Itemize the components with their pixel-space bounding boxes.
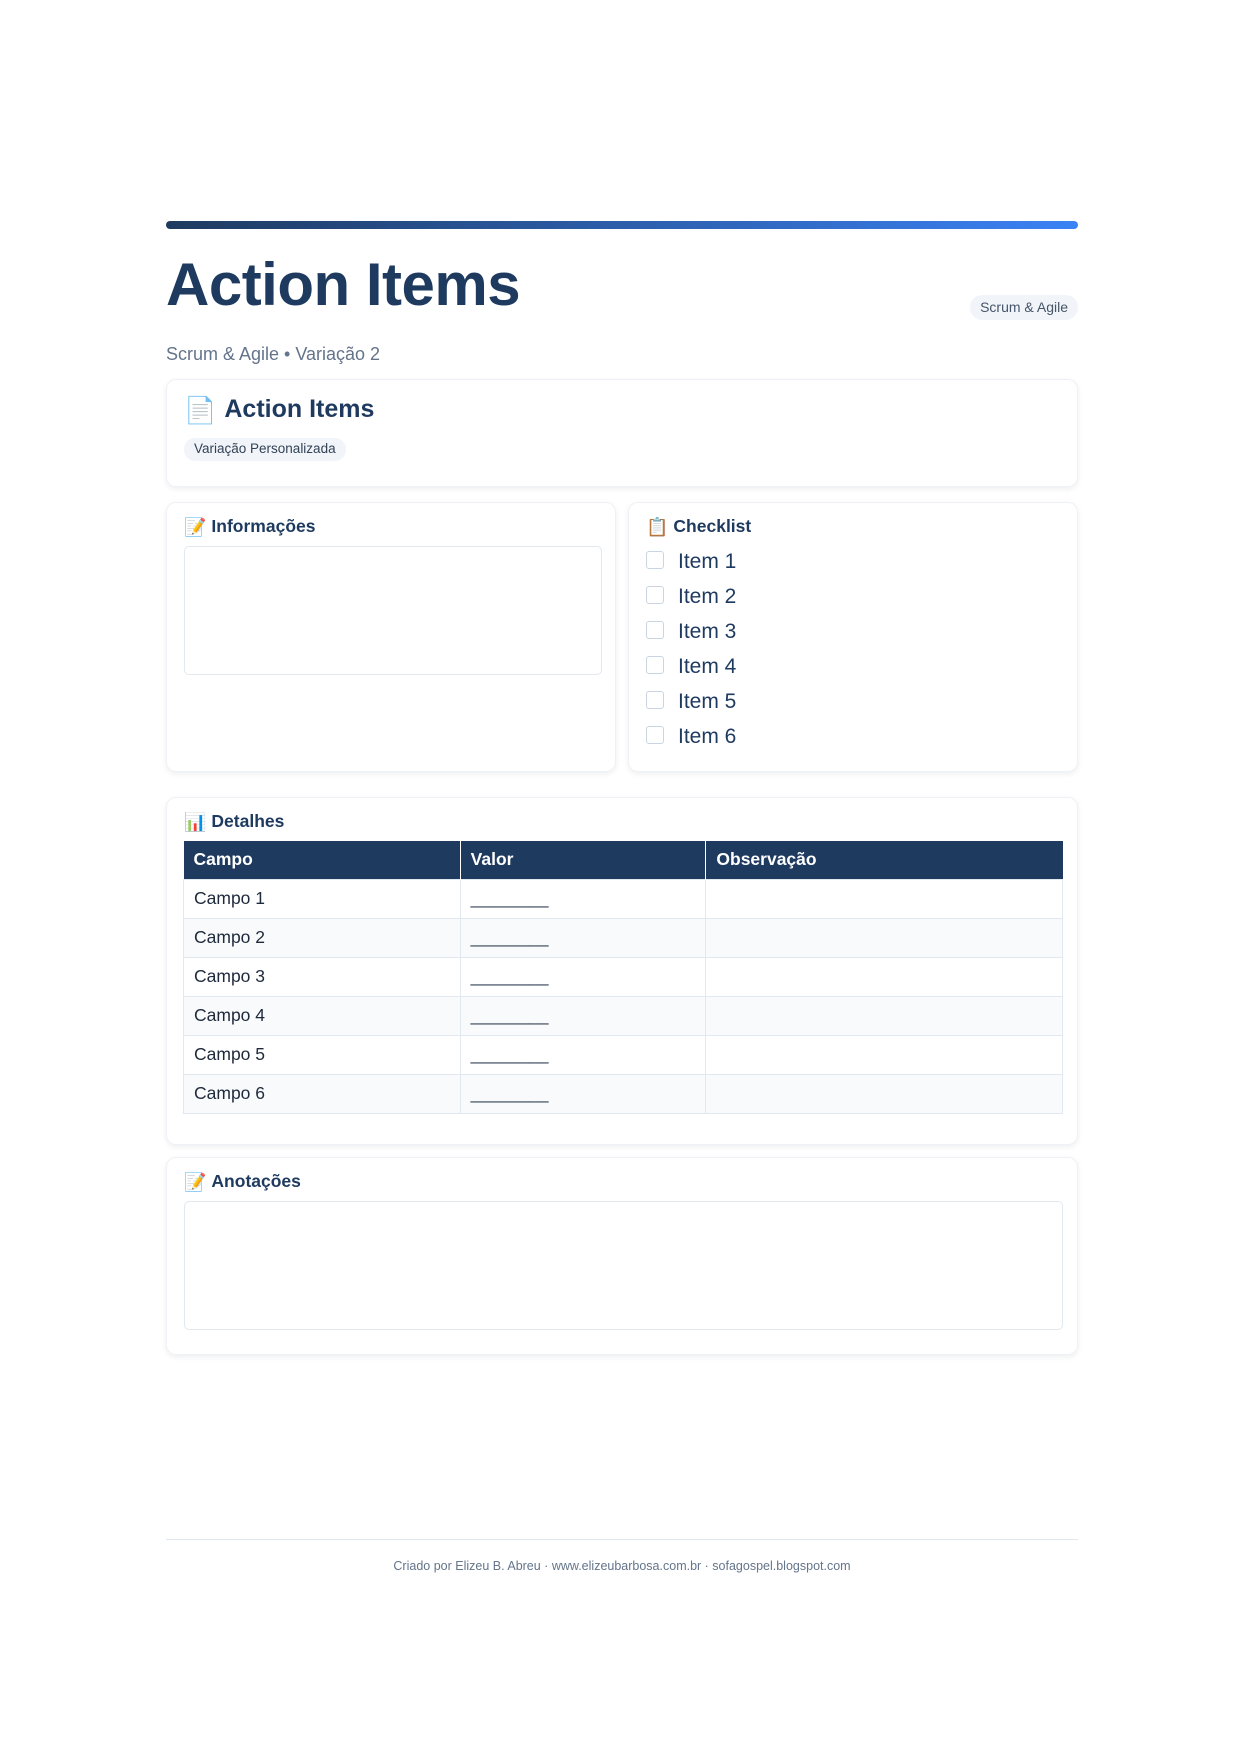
notes-text-area[interactable] (184, 1201, 1063, 1330)
column-header-valor: Valor (460, 841, 706, 879)
bar-chart-icon: 📊 (184, 812, 207, 832)
checklist-item (646, 579, 736, 614)
cell-campo: Campo 1 (184, 879, 461, 918)
intro-title (184, 395, 374, 424)
table-row (184, 1074, 1063, 1113)
details-title (184, 813, 284, 831)
footer-divider (166, 1539, 1078, 1540)
cell-observacao[interactable] (706, 957, 1063, 996)
variant-badge: Variação Personalizada (184, 438, 346, 461)
checklist (646, 544, 736, 754)
details-title-text: Detalhes (211, 811, 285, 832)
memo-icon: 📝 (184, 517, 207, 537)
cell-observacao[interactable] (706, 1074, 1063, 1113)
cell-valor[interactable]: ________ (460, 957, 706, 996)
cell-observacao[interactable] (706, 879, 1063, 918)
checklist-item (646, 684, 736, 719)
checklist-item-label: Item 3 (678, 619, 737, 643)
notes-card (166, 1157, 1078, 1355)
memo-icon: 📝 (184, 1172, 207, 1192)
page-subtitle: Scrum & Agile • Variação 2 (166, 344, 381, 364)
checklist-item-label: Item 2 (678, 584, 737, 608)
cell-observacao[interactable] (706, 1035, 1063, 1074)
clipboard-icon: 📋 (646, 517, 669, 537)
info-title-text: Informações (211, 516, 316, 537)
cell-valor[interactable]: ________ (460, 879, 706, 918)
column-header-observacao: Observação (706, 841, 1063, 879)
checklist-item (646, 614, 736, 649)
column-header-campo: Campo (184, 841, 461, 879)
checklist-card (628, 502, 1078, 772)
checklist-item (646, 649, 736, 684)
table-row (184, 996, 1063, 1035)
checkbox[interactable] (646, 691, 664, 709)
checkbox[interactable] (646, 621, 664, 639)
checklist-title (646, 518, 751, 536)
table-row (184, 918, 1063, 957)
checkbox[interactable] (646, 551, 664, 569)
details-table (183, 841, 1063, 1114)
notes-title (184, 1173, 301, 1191)
checklist-item (646, 719, 736, 754)
intro-title-text: Action Items (224, 395, 375, 423)
info-text-area[interactable] (184, 546, 602, 675)
checklist-item (646, 544, 736, 579)
table-header-row (184, 841, 1063, 879)
accent-bar (166, 221, 1078, 229)
footer-credits: Criado por Elizeu B. Abreu · www.elizeubarbosa.com.br · sofagospel.blogspot.com (393, 1559, 851, 1573)
cell-valor[interactable]: ________ (460, 1035, 706, 1074)
checklist-item-label: Item 6 (678, 724, 737, 748)
page-title: Action Items (166, 251, 521, 318)
cell-campo: Campo 5 (184, 1035, 461, 1074)
cell-campo: Campo 4 (184, 996, 461, 1035)
table-row (184, 957, 1063, 996)
cell-campo: Campo 6 (184, 1074, 461, 1113)
checkbox[interactable] (646, 656, 664, 674)
checklist-item-label: Item 1 (678, 549, 737, 573)
cell-observacao[interactable] (706, 918, 1063, 957)
info-card (166, 502, 616, 772)
table-row (184, 879, 1063, 918)
table-row (184, 1035, 1063, 1074)
checklist-item-label: Item 5 (678, 689, 737, 713)
cell-valor[interactable]: ________ (460, 996, 706, 1035)
checklist-title-text: Checklist (673, 516, 752, 537)
info-title (184, 518, 315, 536)
document-page (166, 221, 1078, 1192)
cell-observacao[interactable] (706, 996, 1063, 1035)
cell-campo: Campo 3 (184, 957, 461, 996)
cell-valor[interactable]: ________ (460, 1074, 706, 1113)
notes-title-text: Anotações (211, 1171, 301, 1192)
details-card (166, 797, 1078, 1145)
cell-campo: Campo 2 (184, 918, 461, 957)
category-badge: Scrum & Agile (970, 295, 1078, 320)
checkbox[interactable] (646, 726, 664, 744)
intro-card (166, 379, 1078, 487)
page-icon: 📄 (184, 394, 217, 425)
checkbox[interactable] (646, 586, 664, 604)
cell-valor[interactable]: ________ (460, 918, 706, 957)
header (166, 229, 1078, 362)
checklist-item-label: Item 4 (678, 654, 737, 678)
